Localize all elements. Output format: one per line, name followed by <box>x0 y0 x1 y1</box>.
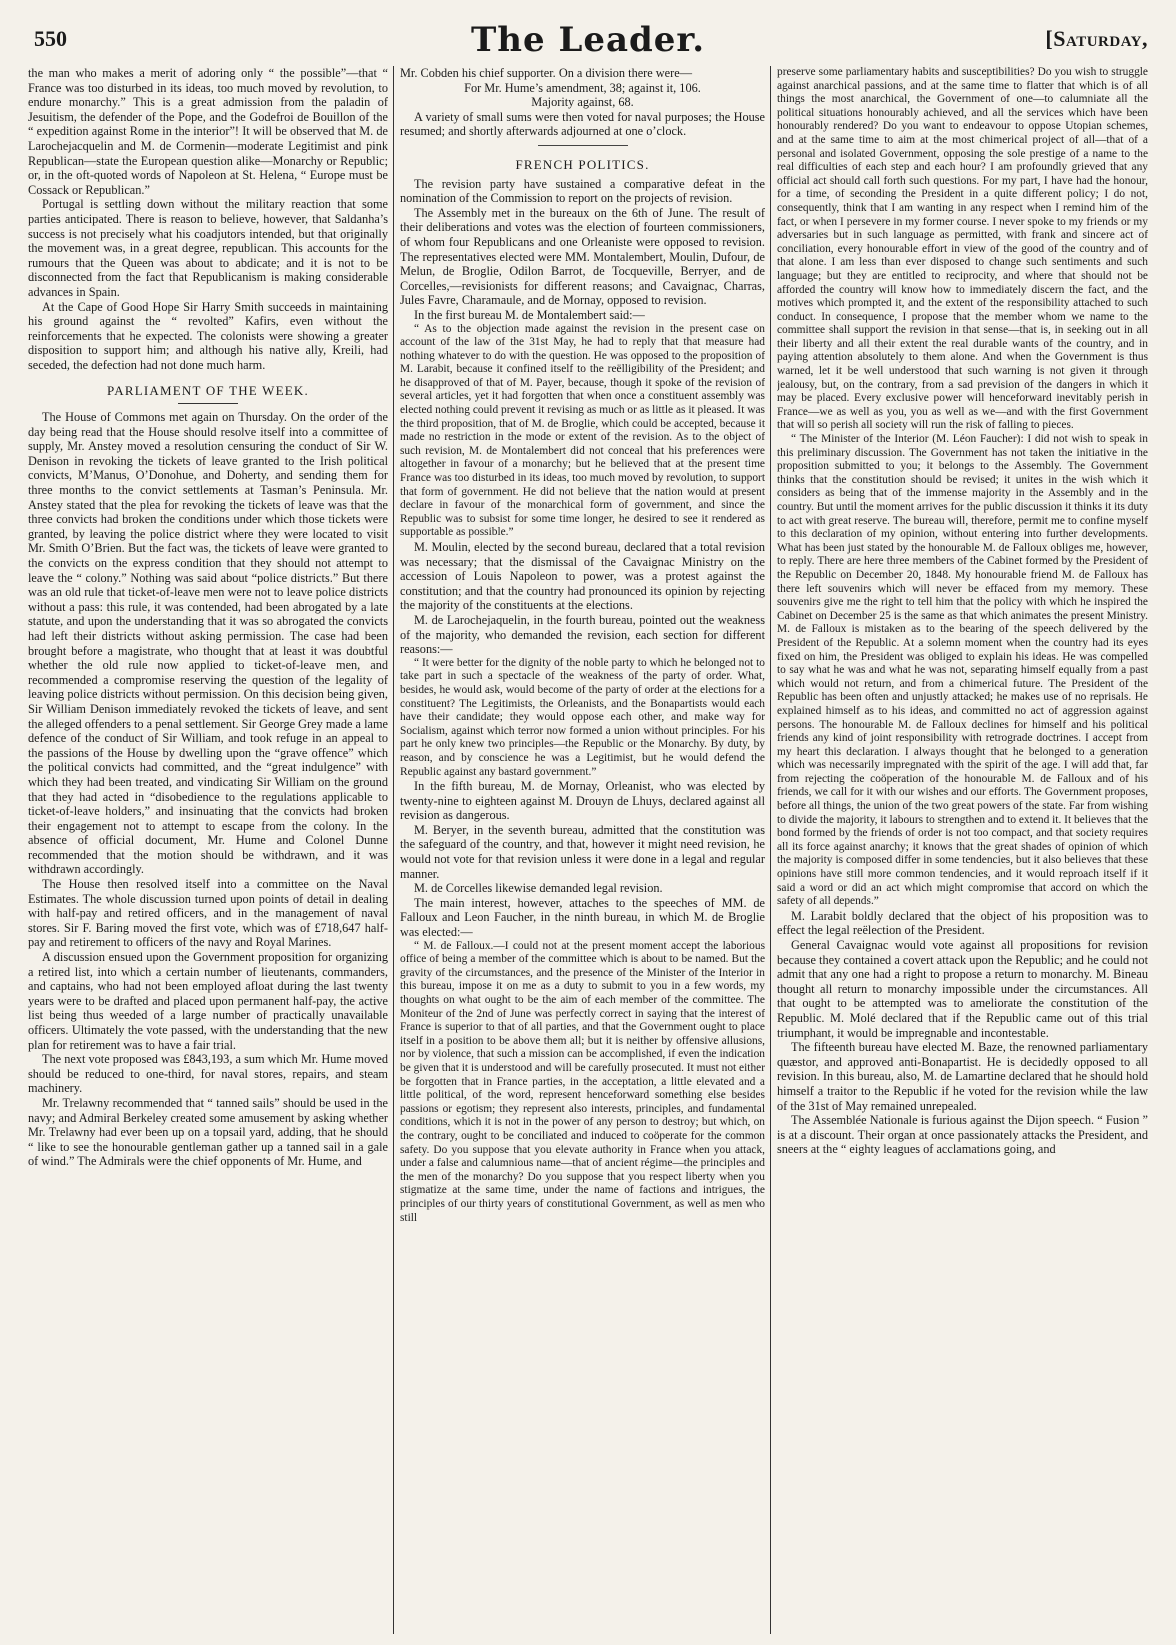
heading-rule <box>178 403 238 404</box>
paragraph: A discussion ensued upon the Government proposition for organizing a retired list, into which a certain number of lieutenants, commanders, and captains, who had not been employed afloat during the last twenty years were to be drafted and placed upon permanent half-pay, the active list being thus weeded of a large number of practically unavailable officers. Ultimately the vote passed, with the understanding that the new plan for retirement was to have a fair trial. <box>28 950 388 1052</box>
paragraph: In the fifth bureau, M. de Mornay, Orleanist, who was elected by twenty-nine to eighteen against M. Drouyn de Lhuys, declared against all revision as dangerous. <box>400 779 765 823</box>
paragraph: The main interest, however, attaches to the speeches of MM. de Falloux and Leon Faucher, in the ninth bureau, in which M. de Broglie was elected:— <box>400 895 765 940</box>
paragraph: Mr. Cobden his chief supporter. On a division there were— <box>400 66 692 80</box>
column-divider-1 <box>393 66 394 1634</box>
paragraph: The revision party have sustained a comparative defeat in the nomination of the Commission to report on the projects of revision. <box>400 176 765 206</box>
paragraph: M. de Larochejaquelin, in the fourth bureau, pointed out the weakness of the majority, who demanded the revision, each section for different reasons:— <box>400 612 765 657</box>
quotation: “ It were better for the dignity of the noble party to which he belonged not to take part in such a spectacle of the weakness of the party of order. What, besides, he would ask, would become of the party of order at the elections for a constituent? The Legitimists, the Orleanists, and the Bonapartists would each have their candidate; they would oppose each other, and make way for Socialism, against which terror now formed a union without principles. For his part he only knew two principles—the Republic or the Monarchy. By duty, by reason, and by conscience he was a Legitimist, but he would defend the Republic against any bastard government.” <box>400 656 765 778</box>
paragraph: The next vote proposed was £843,193, a sum which Mr. Hume moved should be reduced to one-third, for naval stores, repairs, and steam machinery. <box>28 1052 388 1096</box>
paragraph: In the first bureau M. de Montalembert said:— <box>414 307 645 322</box>
paragraph: At the Cape of Good Hope Sir Harry Smith succeeds in maintaining his ground against the “ revolted” Kafirs, even without the reinforcements that he expected. The colonists were showing a greater disposition to support him; and although his native ally, Kreili, had seceded, the defection had not done much harm. <box>28 299 388 372</box>
division-majority: Majority against, 68. <box>531 95 634 110</box>
paragraph: M. Larabit boldly declared that the object of his proposition was to effect the legal reëlection of the President. <box>777 908 1148 938</box>
newspaper-title: The Leader. <box>470 20 706 60</box>
paragraph: The House then resolved itself into a committee on the Naval Estimates. The whole discussion turned upon points of detail in dealing with half-pay and retired officers, and in the management of naval stores. Sir F. Baring moved the first vote, which was of £718,647 half-pay and retirement to officers of the navy and Royal Marines. <box>28 877 388 950</box>
quotation: preserve some parliamentary habits and susceptibilities? Do you wish to struggle against anarchical passions, and at the same time to flatter that which is of all things the most anarchical, the Government of one—to calumniate all the political situations honourably achieved, and all the services which have been honourably rendered? Do you want to endeavour to oppose Utopian schemes, and at the same time to aim at the most chimerical project of all—that of a personal and isolated Government, opposing the sole prestige of a name to the real difficulties of each step and each hour? I am profoundly grieved that any official act should call forth such questions. For my part, I have had the honour, for a time, of seconding the President in a quite different policy; I do not, consequently, think that I am wanting in any respect when I remind him of the fact, or when I persevere in my former course. I never spoke to my friends or my adversaries but in such language as permitted, with frank and sincere act of conciliation, every honourable effort in view of the good of the country and of that alone. I am less than ever disposed to change such sentiments and such language; but they are entitled to reciprocity, and where that should not be afforded the country will know how to immediately discern the fact, and the motives which prompted it, and the extent of the responsibility attached to such conduct. In consequence, I propose that the member whom we name to the committee shall support the revision in that sense—that is, in seeking out in all their liberty and all their extent the real durable wants of the country, and in paying attention absolutely to them alone. And when the Government is thus warned, let it be well understood that such warning is not given it through jealousy, but, on the contrary, from a sad prevision of the dangers in which it may be placed. Every exclusive power will henceforward inevitably perish in France—we as well as you, you as well as we—and with the first Government that will so perish all society will run the risk of falling to pieces. <box>777 66 1148 432</box>
paragraph: M. de Corcelles likewise demanded legal revision. <box>414 881 663 896</box>
paragraph: Portugal is settling down without the military reaction that some parties anticipated. There is reason to believe, however, that Saldanha’s success is not precisely what his coadjutors intended, but that originally the movement was, in a great degree, republican. This accounts for the rumours that the Queen was about to abdicate; and it is not to be disconnected from the fact that Republicanism is making considerable advances in Spain. <box>28 197 388 299</box>
section-heading-french-politics: FRENCH POLITICS. <box>515 156 650 172</box>
column-2 <box>400 66 765 1634</box>
paragraph: A variety of small sums were then voted for naval purposes; the House resumed; and shortly afterwards adjourned at one o’clock. <box>400 109 765 139</box>
column-1 <box>28 66 388 1634</box>
column-3 <box>777 66 1148 1634</box>
paragraph: the man who makes a merit of adoring only “ the possible”—that “ France was too disturbed in its ideas, too much moved by revolution, to endure monarchy.” This is a great admission from the paladin of Jesuitism, the defender of the Pope, and the Godefroi de Bouillon of the “ expedition against Rome in the interior”! It will be observed that M. de Larochejacquelin and M. de Cormenin—moderate Legitimist and pink Republican—state the European question alike—Monarchy or Republic; or, in the oft-quoted words of Napoleon at St. Helena, “ Europe must be Cossack or Republican.” <box>28 66 388 197</box>
masthead <box>28 18 1148 64</box>
column-divider-2 <box>770 66 771 1634</box>
paragraph: M. Moulin, elected by the second bureau, declared that a total revision was necessary; that the dismissal of the Cavaignac Ministry on the accession of Louis Napoleon to power, was a protest against the constitution; and that the country had pronounced its opinion by rejecting the majority of the constituents at the elections. <box>400 540 765 613</box>
quotation: “ As to the objection made against the revision in the present case on account of the law of the 31st May, he had to reply that that measure had nothing whatever to do with the question. He was opposed to the proposition of M. Larabit, because it confined itself to the reëlligibility of the President; and he disapproved of that of M. Payer, because, though it spoke of the revision of several articles, yet it had forgotten that when once a constituent assembly was elected nothing could prevent it revising as much or as little as it pleased. It was the third proposition, that of M. de Broglie, which could be accepted, because it made no restriction in the mode or extent of the revision. As to the object of such revision, M. de Montalembert did not conceal that his preferences were altogether in favour of a monarchy; but he believed that at the present time France was too disturbed in its ideas, too much moved by revolution, to support that form of government. He did not believe that the nation would at present declare in favour of the monarchical form of government, and since the Republic was to subsist for some time longer, he desired to see it rendered as supportable as possible.” <box>400 322 765 539</box>
quotation: “ M. de Falloux.—I could not at the present moment accept the laborious office of being a member of the committee which is about to be named. But the gravity of the circumstances, and the presence of the Minister of the Interior in this bureau, impose it on me as a duty to submit to you in a few words, my thoughts on what ought to be the aim of each member of the committee. The Moniteur of the 2nd of June was perfectly correct in saying that the interest of France is superior to that of all parties, and that the Government ought to place itself in a position to be above them all; but it is neither by offensive allusions, nor by violence, that such a mission can be accomplished, if even the indication be given that it is understood and will be carefully prosecuted. It must not either be forgotten that in France parties, in the acceptation, a little elevated and a little political, of the word, represent henceforward something else besides passions or egotism; they represent also interests, principles, and fundamental conditions, which it is not in the power of any person to destroy; but which, on the contrary, ought to be conciliated and induced to coöperate for the common safety. Do you suppose that you elevate authority in France when you attack, under a false and calumnious name—that of ancient régime—the principles and the men of the monarchy? Do you suppose that you respect liberty when you stigmatize at the same time, under the name of factions and intrigues, the principles of our thirty years of constitutional Government, as well as men who still <box>400 939 765 1224</box>
paragraph: The Assembly met in the bureaux on the 6th of June. The result of their deliberations and votes was the election of fourteen commissioners, of whom four Republicans and one Orleaniste were opposed to revision. The representatives elected were MM. Montalembert, Moulin, Dufour, de Melun, de Broglie, Odilon Barrot, de Tocqueville, Berryer, and de Corcelles,—revisionists for different reasons; and Cavaignac, Charras, Jules Favre, Charamaule, and de Mornay, opposed to revision. <box>400 205 765 308</box>
page-number: 550 <box>34 26 67 51</box>
paragraph: M. Beryer, in the seventh bureau, admitted that the constitution was the safeguard of the country, and that, however it might need revision, he would not vote for that revision unless it were done in a legal and regular manner. <box>400 822 765 881</box>
quotation: “ The Minister of the Interior (M. Léon Faucher): I did not wish to speak in this preliminary discussion. The Government has not taken the initiative in the proposition submitted to you; it belongs to the Assembly. The Government thinks that the constitution should be revised; it unites in the wish which it considers as being that of the immense majority in the Assembly and in the country. But until the moment arrives for the public discussion it thinks it its duty to act with great reserve. The bureau will, therefore, permit me to confine myself to this declaration of my opinion, without entering into further developments. What has been just stated by the honourable M. de Falloux obliges me, however, to reply. There are here three members of the Cabinet formed by the President of the Republic on December 20, 1848. My honourable friend M. de Falloux has there left souvenirs which will never be effaced from my memory. These souvenirs give me the right to tell him that the policy with which he inspired the Cabinet on December 25 is the same as that which animates the present Ministry. M. de Falloux is mistaken as to the bearing of the speech delivered by the President of the Republic. At a solemn moment when the country had its eyes fixed on him, the President was obliged to explain his ideas. He was compelled to say what he was and what he was not, separating himself equally from a past which would not return, and from a chimerical future. The President of the Republic has been often and unjustly attacked; he makes use of no reprisals. He explained himself as to his ideas, and committed no act of aggression against persons. The honourable M. de Falloux declines for himself and his political friends any kind of joint responsibility with retrograde doctrines. I accept from my heart this declaration. I always thought that he belonged to a generation which was necessarily impregnated with the spirit of the age. I will add that, far from rejecting the coöperation of the honourable M. de Falloux and of his friends, we call for it with our wishes and our efforts. The Government proposes, before all things, the union of the two great powers of the state. Far from wishing to divide the majority, it labours to strengthen and to extend it. It believes that the bond formed by the friends of order is not too compact, and that society requires all its force against anarchy; it knows that the great shades of opinion of which the majority is composed differ in some tendencies, but it also believes that these opinions have still more common tendencies, and it would reproach itself if it said a word or did an act which might compromise that accord on which the safety of all depends.” <box>777 433 1148 908</box>
section-separator <box>538 145 628 146</box>
paragraph: Mr. Trelawny recommended that “ tanned sails” should be used in the navy; and Admiral Berkeley created some amusement by asking whether Mr. Trelawny had ever been up on a topsail yard, adding, that he should “ like to see the honourable gentleman gather up a tanned sail in a gale of wind.” The Admirals were the chief opponents of Mr. Hume, and <box>28 1095 388 1169</box>
paragraph: General Cavaignac would vote against all propositions for revision because they contained a covert attack upon the Republic; and he could not admit that any one had a right to propose a return to monarchy. M. Bineau thought all return to monarchy impossible under the circumstances. All that ought to be attempted was to ameliorate the constitution of the Republic. M. Molé declared that if the Republic came out of this trial triumphant, it would be impregnable and incontestable. <box>777 938 1148 1040</box>
paragraph: The Assemblée Nationale is furious against the Dijon speech. “ Fusion ” is at a discount. Their organ at once passionately attacks the President, and sneers at the “ eighty leagues of acclamations going, and <box>777 1113 1148 1157</box>
division-vote: For Mr. Hume’s amendment, 38; against it, 106. <box>464 80 701 95</box>
section-heading-parliament: PARLIAMENT OF THE WEEK. <box>107 383 309 399</box>
issue-day: [Saturday, <box>1045 26 1148 51</box>
paragraph: The House of Commons met again on Thursday. On the order of the day being read that the House should resolve itself into a committee of supply, Mr. Anstey moved a resolution censuring the conduct of Sir W. Denison in revoking the tickets of leave granted to the Irish political convicts, M’Manus, O’Donohue, and Doherty, and sending them for three months to the convict settlements at Tasman’s Peninsula. Mr. Anstey stated that the plea for revoking the tickets of leave was that the three convicts had broken the conditions under which those tickets were granted, by leaving the police district where they were located to visit Mr. Smith O’Brien. But the fact was, the tickets of leave were granted to the convicts on the express condition that they should not attempt to leave the “ colony.” Nothing was said about “police districts.” But there was an old rule that ticket-of-leave men were not to leave police districts without a pass: this rule, it was contended, had been abrogated by a late statute, and upon the understanding that it was so abrogated the convicts had left their districts without asking permission. The case had been brought before a magistrate, who thought that at least it was doubtful whether the old rule now applied to ticket-of-leave men, and recommended a compromise reserving the question of the legality of leaving police districts without permission. On this decision being given, Sir William Denison immediately revoked the tickets of leave, and sent the alleged offenders to a penal settlement. Sir George Grey made a lame defence of the conduct of Sir William, and took refuge in an appeal to the passions of the House by dwelling upon the “grave offence” which the political convicts had committed, and the “great indulgence” with which they had been treated, and vindicating Sir William on the ground that they had acted in “disobedience to the regulations applicable to ticket-of-leave holders,” and insinuating that the convicts had broken their engagement not to attempt to escape from the colony. In the absence of official document, Mr. Hume and Colonel Dunne recommended that the motion should be withdrawn, and it was withdrawn accordingly. <box>28 410 388 877</box>
paragraph: The fifteenth bureau have elected M. Baze, the renowned parliamentary quæstor, and approved anti-Bonapartist. He is decidedly opposed to all revision. In this bureau, also, M. de Lamartine declared that he should hold himself a traitor to the Republic if he voted for the revision while the law of the 31st of May remained unrepealed. <box>777 1040 1148 1113</box>
